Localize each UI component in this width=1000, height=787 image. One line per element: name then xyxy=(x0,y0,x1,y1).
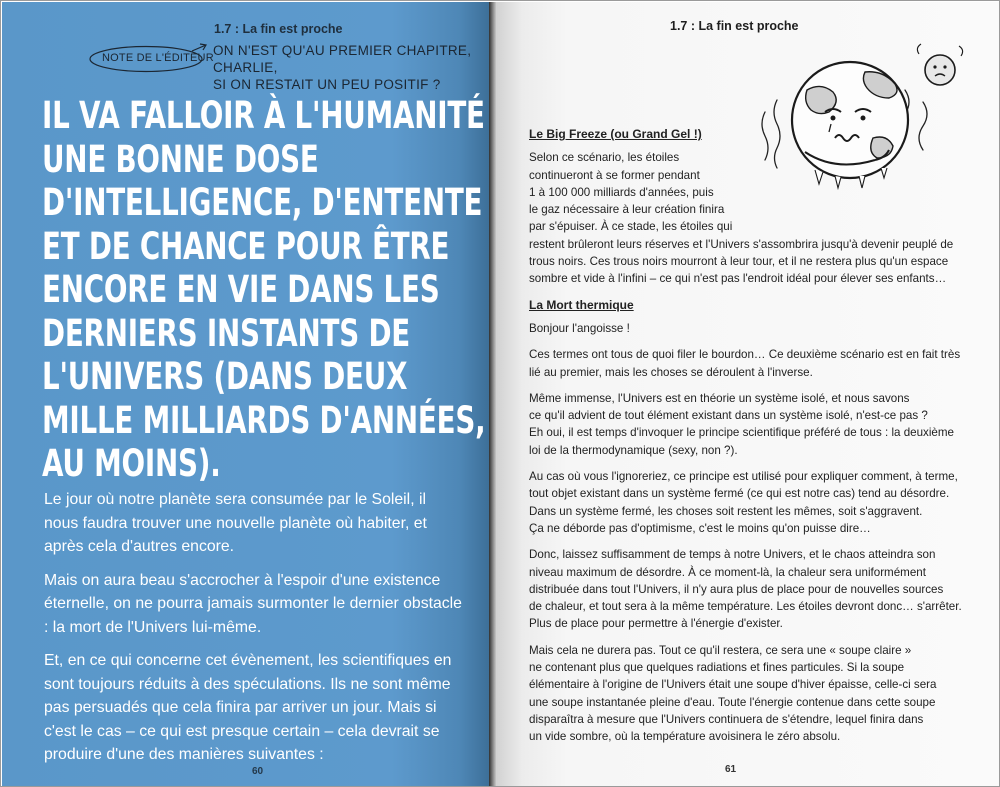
text-line: de chaleur, et tout sera à la même température. Les étoiles devront donc… s'arrêter. xyxy=(529,600,962,614)
text-line: Donc, laissez suffisamment de temps à notre Univers, et le chaos atteindra son xyxy=(529,548,936,562)
paragraph: Le jour où notre planète sera consumée par le Soleil, il nous faudra trouver une nouvelle planète où habiter, et après cela d'autres encore. xyxy=(44,491,427,555)
small-planet-illustration xyxy=(917,44,962,85)
editor-note-label: NOTE DE L'ÉDITEUR xyxy=(102,52,214,64)
section-big-freeze-text xyxy=(529,149,969,287)
text-line: trous noirs. Ces trous noirs mourront à leur tour, et il ne restera plus qu'un espace xyxy=(529,255,949,269)
paragraph xyxy=(529,346,969,381)
page-number-right: 61 xyxy=(725,764,737,775)
text-line: restent brûleront leurs réserves et l'Univers s'assombrira jusqu'à devenir peuplé de xyxy=(529,237,954,251)
text-line: le gaz nécessaire à leur création finira xyxy=(529,203,725,217)
editor-note-badge xyxy=(88,42,214,72)
editor-comment-line: SI ON RESTAIT UN PEU POSITIF ? xyxy=(213,77,441,92)
pull-quote-line: ENCORE EN VIE DANS LES xyxy=(42,267,440,311)
text-line: ce qu'il advient de tout élément existant dans un système isolé, n'est-ce pas ? xyxy=(529,409,928,423)
paragraph xyxy=(529,546,969,632)
paragraph xyxy=(529,320,969,337)
text-line: Selon ce scénario, les étoiles xyxy=(529,151,680,165)
text-line: Ça ne déborde pas d'optimisme, c'est le moins qu'on puisse dire… xyxy=(529,521,871,535)
paragraph xyxy=(529,468,969,537)
text-line: Au cas où vous l'ignoreriez, ce principe est utilisé pour expliquer comment, à terme, xyxy=(529,470,958,484)
pull-quote-line: ET DE CHANCE POUR ÊTRE xyxy=(42,223,450,268)
pull-quote-line: IL VA FALLOIR À L'HUMANITÉ xyxy=(42,93,485,137)
text-line: disparaîtra à mesure que l'Univers continuera de s'étendre, lequel finira dans xyxy=(529,712,924,726)
left-page xyxy=(2,2,489,786)
text-line: distribuée dans tout l'Univers, il n'y aura plus de place pour de nouvelles sources xyxy=(529,582,944,596)
right-page-body xyxy=(529,126,969,755)
right-page xyxy=(497,2,999,786)
editor-comment-line: ON N'EST QU'AU PREMIER CHAPITRE, CHARLIE, xyxy=(213,43,472,75)
pull-quote-line: DERNIERS INSTANTS DE xyxy=(42,310,411,355)
text-line: Même immense, l'Univers est en théorie un système isolé, et nous savons xyxy=(529,391,910,405)
text-line: 1 à 100 000 milliards d'années, puis xyxy=(529,185,714,199)
paragraph: Mais on aura beau s'accrocher à l'espoir d'une existence éternelle, on ne pourra jamais surmonter le dernier obstacle : la mort de l'Univers lui-même. xyxy=(44,571,462,636)
text-line: tout objet existant dans un système fermé (ce qui est notre cas) tend au désordre. xyxy=(529,487,950,501)
paragraph xyxy=(529,642,969,746)
text-line: élémentaire à l'origine de l'Univers était une soupe d'hiver épaisse, celle-ci sera xyxy=(529,678,937,692)
left-page-header: 1.7 : La fin est proche xyxy=(214,22,343,36)
text-line: continueront à se former pendant xyxy=(529,168,700,182)
right-page-header: 1.7 : La fin est proche xyxy=(670,19,799,33)
left-page-body xyxy=(44,488,464,777)
text-line: loi de la thermodynamique (sexy, non ?). xyxy=(529,443,738,457)
pull-quote-line: L'UNIVERS (DANS DEUX xyxy=(42,354,408,398)
text-line: Mais cela ne durera pas. Tout ce qu'il restera, ce sera une « soupe claire » xyxy=(529,643,912,657)
pull-quote-line: UNE BONNE DOSE xyxy=(42,136,319,181)
text-line: une soupe instantanée pleine d'eau. Toute l'énergie contenue dans cette soupe xyxy=(529,695,936,709)
text-line: par s'épuiser. À ce stade, les étoiles qui xyxy=(529,220,733,234)
text-line: sombre et vide à l'infini – ce qui n'est pas l'endroit idéal pour élever ses enfants… xyxy=(529,272,947,286)
editor-comment xyxy=(213,42,478,93)
book-gutter xyxy=(489,2,497,786)
section-title-big-freeze: Le Big Freeze (ou Grand Gel !) xyxy=(529,127,702,141)
section-title-heat-death: La Mort thermique xyxy=(529,297,634,312)
pull-quote xyxy=(42,93,486,486)
text-line: un vide sombre, où la température avoisinera le zéro absolu. xyxy=(529,730,841,744)
text-line: lié au premier, mais les choses se déroulent à l'inverse. xyxy=(529,365,813,379)
text-line: Plus de place pour permettre à l'énergie d'exister. xyxy=(529,617,783,631)
text-line: Dans un système fermé, les choses soit restent les mêmes, soit s'aggravent. xyxy=(529,504,923,518)
text-line: niveau maximum de désordre. À ce moment-là, la chaleur sera uniformément xyxy=(529,565,926,579)
pull-quote-line: AU MOINS). xyxy=(42,441,221,485)
text-line: Bonjour l'angoisse ! xyxy=(529,321,630,335)
paragraph: Et, en ce qui concerne cet évènement, les scientifiques en sont toujours réduits à des spéculations. Ils ne sont même pas persuadés que cela finira par arriver un jour. Mais si c'est le cas – ce qui est presque certain – cela devrait se produire d'une des manières suivantes : xyxy=(44,652,452,763)
paragraph xyxy=(529,390,969,459)
pull-quote-line: MILLE MILLIARDS D'ANNÉES, xyxy=(42,397,486,442)
text-line: Ces termes ont tous de quoi filer le bourdon… Ce deuxième scénario est en fait très xyxy=(529,348,961,362)
text-line: Eh oui, il est temps d'invoquer le principe scientifique préféré de tous : la deuxième xyxy=(529,426,954,440)
pull-quote-line: D'INTELLIGENCE, D'ENTENTE xyxy=(42,180,483,224)
page-number-left: 60 xyxy=(252,766,264,777)
text-line: ne contenant plus que quelques radiations et fines particules. Si la soupe xyxy=(529,661,905,675)
